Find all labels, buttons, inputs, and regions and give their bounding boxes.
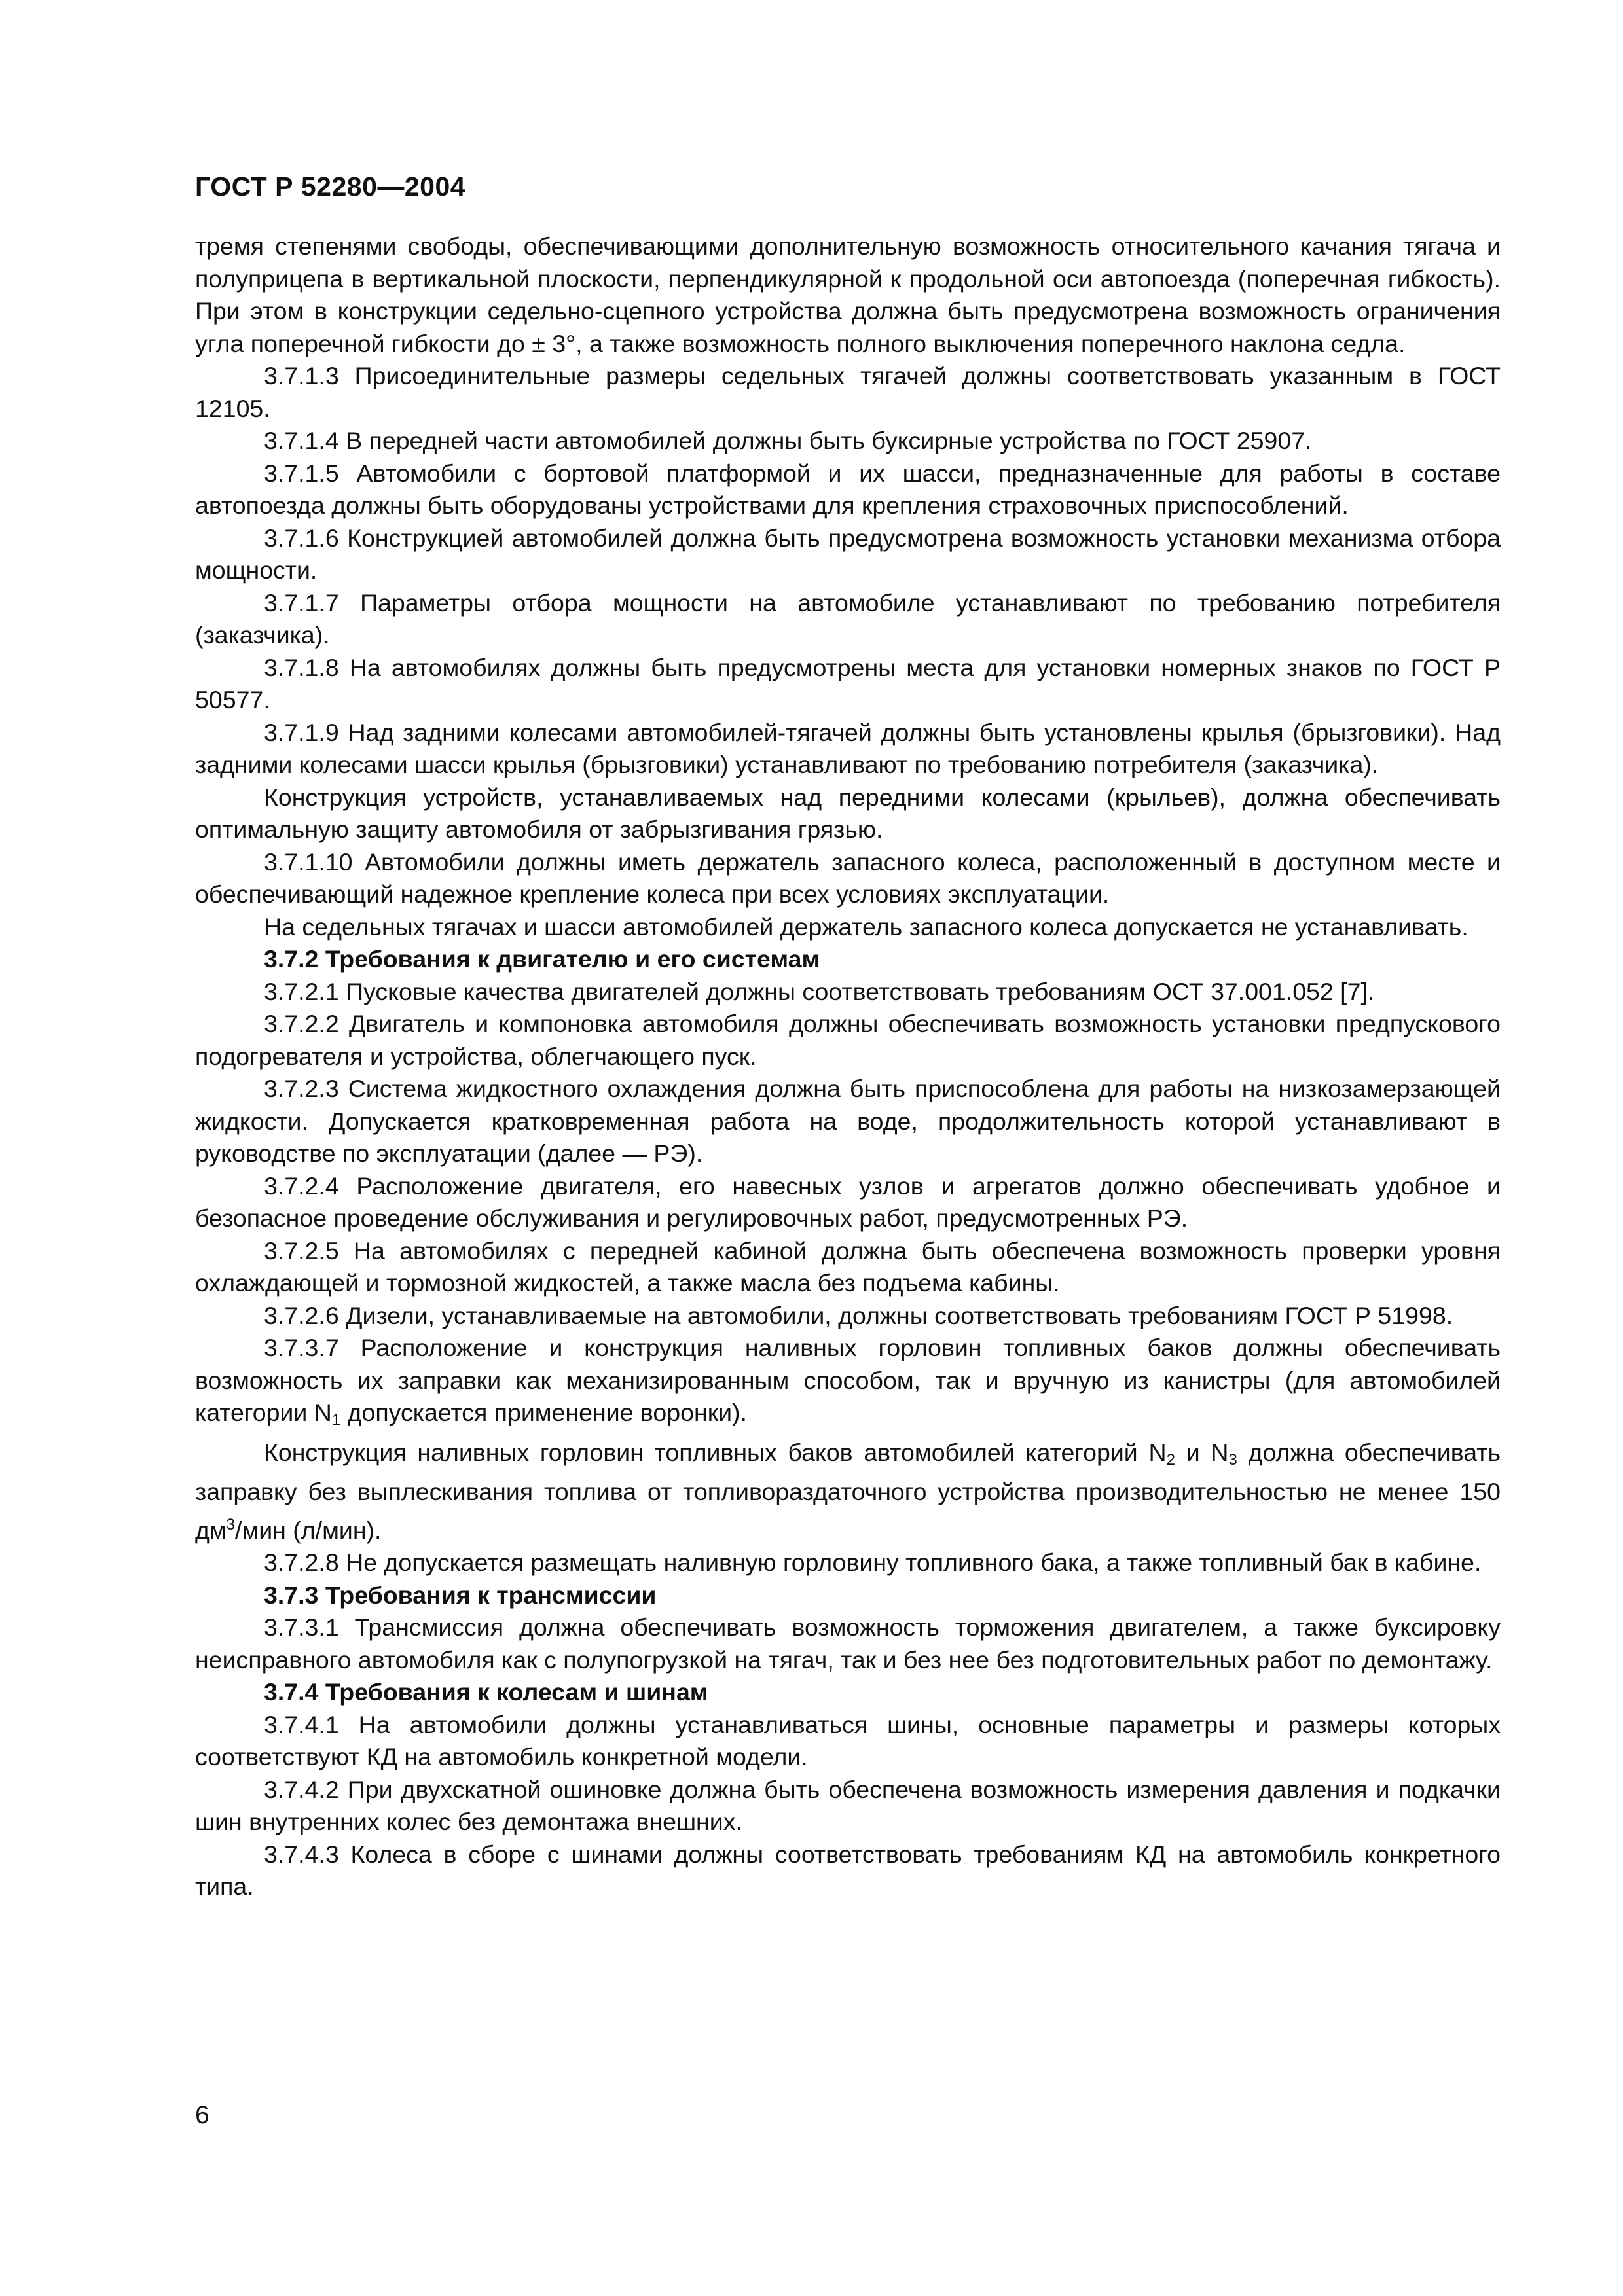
paragraph-3-7-1-5: 3.7.1.5 Автомобили с бортовой платформой и их шасси, предназначенные для работы в составе автопоезда должны быть оборудованы устройствами для крепления страховочных приспособлений. [195, 459, 1501, 519]
paragraph-filler-necks [195, 1437, 1501, 1547]
refuel-text: должна обеспечивать заправку без выплескивания топлива от топливораздаточного устройства производительностью не менее 150 дм [195, 1438, 1501, 1544]
document-body [195, 230, 1501, 1903]
paragraph-3-7-4-3: 3.7.4.3 Колеса в сборе с шинами должны соответствовать требованиям КД на автомобиль конкретного типа. [195, 1840, 1501, 1900]
paragraph-3-7-1-3: 3.7.1.3 Присоединительные размеры седельных тягачей должны соответствовать указанным в ГОСТ 12105. [195, 362, 1501, 422]
standard-header: ГОСТ Р 52280—2004 [195, 171, 466, 202]
paragraph-3-7-1-10: 3.7.1.10 Автомобили должны иметь держатель запасного колеса, расположенный в доступном месте и обеспечивающий надежное крепление колеса при всех условиях эксплуатации. [195, 848, 1501, 908]
paragraph-3-7-4-2: 3.7.4.2 При двухскатной ошиновке должна быть обеспечена возможность измерения давления и подкачки шин внутренних колес без демонтажа внешних. [195, 1775, 1501, 1835]
paragraph-3-7-1-9: 3.7.1.9 Над задними колесами автомобилей-тягачей должны быть установлены крылья (брызговики). Над задними колесами шасси крылья (брызговики) устанавливают по требованию потребителя (заказчика). [195, 718, 1501, 778]
page-number: 6 [195, 2101, 210, 2129]
categories-text: Конструкция наливных горловин топливных баков автомобилей категорий N [264, 1438, 1167, 1466]
paragraph-3-7-2-3: 3.7.2.3 Система жидкостного охлаждения должна быть приспособлена для работы на низкозамерзающей жидкости. Допускается кратковременная работа на воде, продолжительность которой устанавливают в руководстве по эксплуатации (далее — РЭ). [195, 1075, 1501, 1167]
paragraph-3-7-2-1: 3.7.2.1 Пусковые качества двигателей должны соответствовать требованиям ОСТ 37.001.052 [7]. [264, 977, 1375, 1005]
paragraph-3-7-2-8: 3.7.2.8 Не допускается размещать наливную горловину топливного бака, а также топливный бак в кабине. [264, 1549, 1482, 1576]
paragraph-spare-wheel-note: На седельных тягачах и шасси автомобилей держатель запасного колеса допускается не устанавливать. [264, 912, 1468, 941]
paragraph-continuation: тремя степенями свободы, обеспечивающими дополнительную возможность относительного качания тягача и полуприцепа в вертикальной плоскости, перпендикулярной к продольной оси автопоезда (поперечная гибкость). При этом в конструкции седельно-сцепного устройства должна быть предусмотрена возможность ограничения угла поперечной гибкости до ± 3°, а также возможность полного выключения поперечного наклона седла. [195, 232, 1501, 357]
paragraph-3-7-1-4: 3.7.1.4 В передней части автомобилей должны быть буксирные устройства по ГОСТ 25907. [264, 427, 1312, 454]
unit-text: /мин (л/мин). [235, 1516, 382, 1544]
funnel-text: допускается применение воронки). [340, 1399, 747, 1426]
paragraph-3-7-2-6: 3.7.2.6 Дизели, устанавливаемые на автомобили, должны соответствовать требованиям ГОСТ Р 51998. [264, 1301, 1453, 1329]
and-n-text: и N [1175, 1438, 1229, 1466]
paragraph-3-7-2-2: 3.7.2.2 Двигатель и компоновка автомобиля должны обеспечивать возможность установки предпускового подогревателя и устройства, облегчающего пуск. [195, 1010, 1501, 1070]
paragraph-3-7-3-7-text: 3.7.3.7 Расположение и конструкция наливных горловин топливных баков должны обеспечивать возможность их заправки как механизированным способом, так и вручную из канистры (для автомобилей [195, 1334, 1501, 1394]
paragraph-3-7-1-8: 3.7.1.8 На автомобилях должны быть предусмотрены места для установки номерных знаков по ГОСТ Р 50577. [195, 653, 1501, 713]
paragraph-front-wheels: Конструкция устройств, устанавливаемых над передними колесами (крыльев), должна обеспечивать оптимальную защиту автомобиля от забрызгивания грязью. [195, 783, 1501, 843]
subscript-2: 2 [1166, 1450, 1175, 1469]
section-heading-3-7-3: 3.7.3 Требования к трансмиссии [264, 1581, 657, 1609]
paragraph-3-7-3-1: 3.7.3.1 Трансмиссия должна обеспечивать возможность торможения двигателем, а также буксировку неисправного автомобиля как с полупогрузкой на тягач, так и без нее без подготовительных работ по демонтажу. [195, 1613, 1501, 1674]
subscript-3: 3 [1228, 1450, 1237, 1469]
paragraph-3-7-2-4: 3.7.2.4 Расположение двигателя, его навесных узлов и агрегатов должно обеспечивать удобное и безопасное проведение обслуживания и регулировочных работ, предусмотренных РЭ. [195, 1172, 1501, 1232]
section-heading-3-7-2: 3.7.2 Требования к двигателю и его системам [264, 945, 820, 973]
section-heading-3-7-4: 3.7.4 Требования к колесам и шинам [264, 1678, 708, 1706]
paragraph-3-7-1-6: 3.7.1.6 Конструкцией автомобилей должна быть предусмотрена возможность установки механизма отбора мощности. [195, 524, 1501, 584]
paragraph-3-7-3-7 [195, 1332, 1501, 1437]
paragraph-3-7-4-1: 3.7.4.1 На автомобили должны устанавливаться шины, основные параметры и размеры которых соответствуют КД на автомобиль конкретной модели. [195, 1710, 1501, 1770]
paragraph-3-7-1-7: 3.7.1.7 Параметры отбора мощности на автомобиле устанавливают по требованию потребителя (заказчика). [195, 588, 1501, 649]
paragraph-3-7-2-5: 3.7.2.5 На автомобилях с передней кабиной должна быть обеспечена возможность проверки уровня охлаждающей и тормозной жидкостей, а также масла без подъема кабины. [195, 1236, 1501, 1297]
category-n1-text: категории N [195, 1399, 332, 1426]
superscript-3: 3 [226, 1515, 236, 1534]
subscript-1: 1 [331, 1411, 341, 1429]
